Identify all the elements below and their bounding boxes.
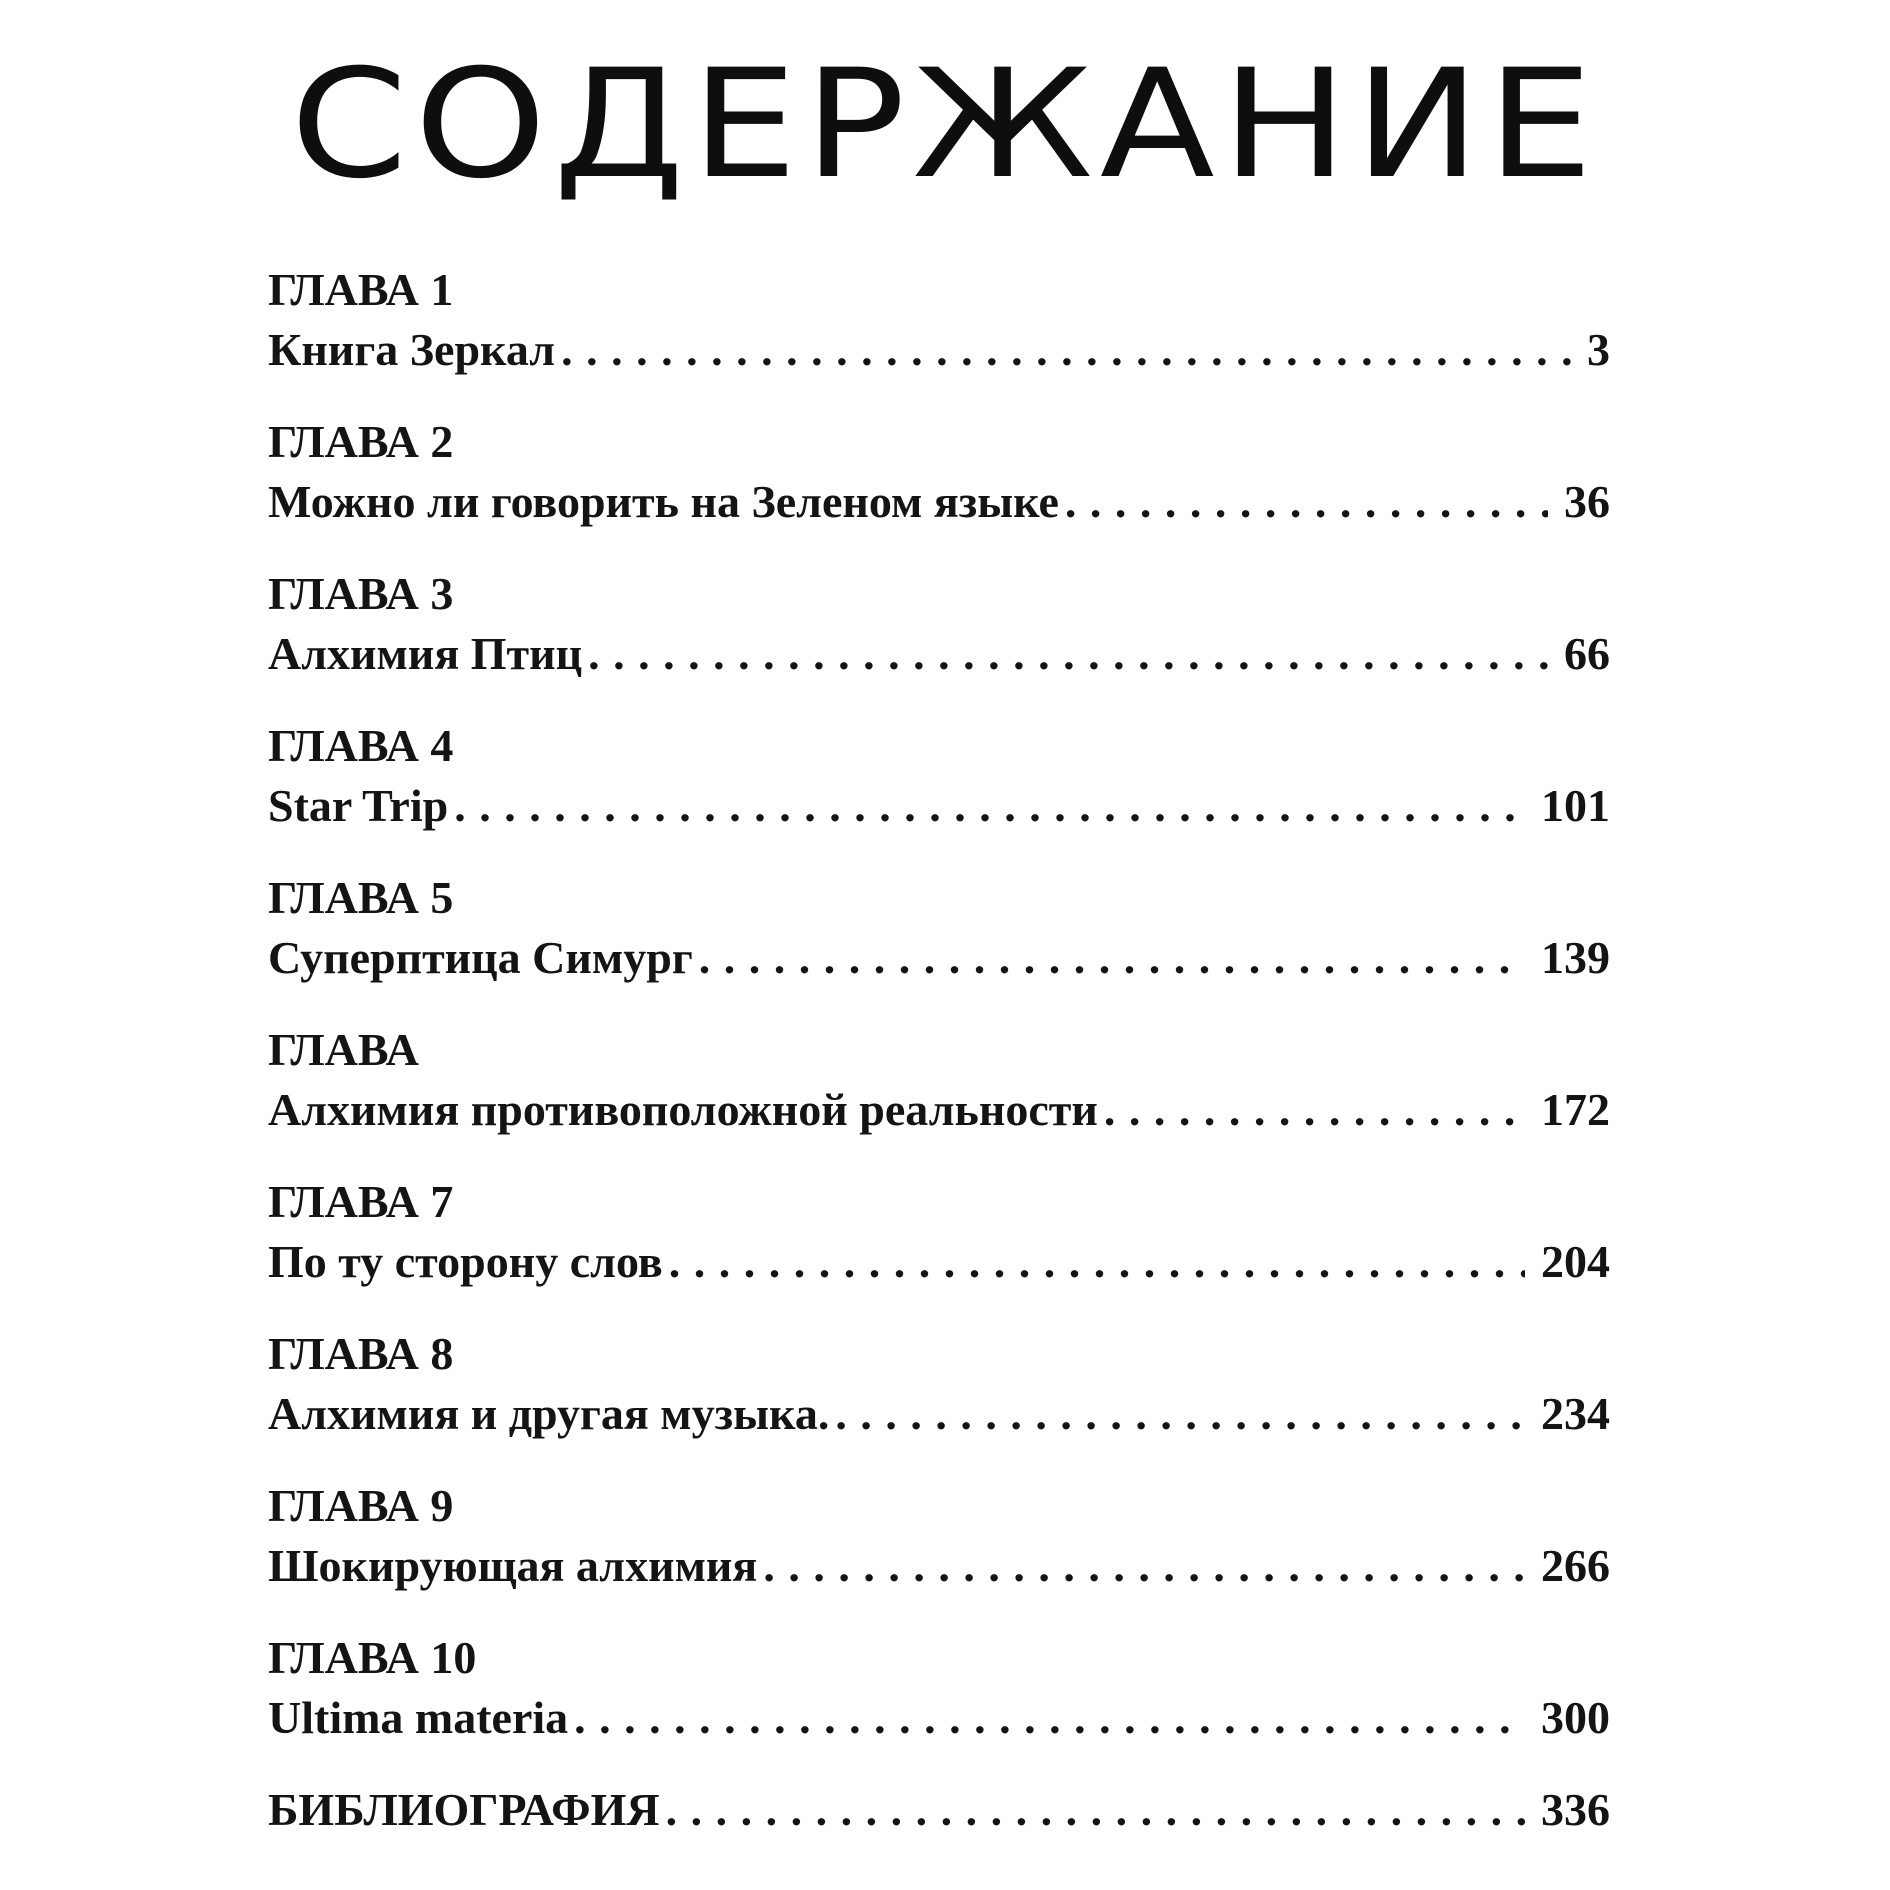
toc-entry-4 bbox=[268, 718, 1610, 870]
chapter-label: ГЛАВА 2 bbox=[268, 416, 454, 467]
toc-row bbox=[268, 1782, 1610, 1838]
chapter-title: Суперптица Симург bbox=[268, 932, 693, 983]
toc-row bbox=[268, 930, 1610, 986]
chapter-label: ГЛАВА 9 bbox=[268, 1480, 454, 1531]
page-number: 204 bbox=[1541, 1236, 1610, 1287]
toc-entry-2 bbox=[268, 414, 1610, 566]
chapter-title: По ту сторону слов bbox=[268, 1236, 663, 1287]
chapter-title: Алхимия противоположной реальности bbox=[268, 1084, 1098, 1135]
chapter-label: ГЛАВА 1 bbox=[268, 264, 454, 315]
chapter-label: ГЛАВА 4 bbox=[268, 720, 454, 771]
table-of-contents bbox=[268, 262, 1610, 1852]
chapter-label: ГЛАВА 7 bbox=[268, 1176, 454, 1227]
page-number: 300 bbox=[1541, 1692, 1610, 1743]
toc-entry-6 bbox=[268, 1022, 1610, 1174]
chapter-title: Книга Зеркал bbox=[268, 324, 556, 375]
toc-row bbox=[268, 778, 1610, 834]
chapter-title: Алхимия и другая музыка. bbox=[268, 1388, 830, 1439]
page-title: СОДЕРЖАНИЕ bbox=[290, 38, 1600, 212]
chapter-label: ГЛАВА 5 bbox=[268, 872, 454, 923]
dot-leader bbox=[693, 930, 1525, 986]
toc-entry-9 bbox=[268, 1478, 1610, 1630]
toc-row bbox=[268, 322, 1610, 378]
toc-entry-5 bbox=[268, 870, 1610, 1022]
dot-leader bbox=[568, 1690, 1525, 1746]
toc-entry-8 bbox=[268, 1326, 1610, 1478]
toc-row bbox=[268, 1082, 1610, 1138]
chapter-label: ГЛАВА 8 bbox=[268, 1328, 454, 1379]
toc-row bbox=[268, 1538, 1610, 1594]
dot-leader bbox=[663, 1234, 1525, 1290]
page-number: 336 bbox=[1541, 1784, 1610, 1835]
page-number: 36 bbox=[1564, 476, 1610, 527]
chapter-title: Шокирующая алхимия bbox=[268, 1540, 758, 1591]
dot-leader bbox=[1059, 474, 1548, 530]
chapter-label: ГЛАВА 3 bbox=[268, 568, 454, 619]
dot-leader bbox=[1098, 1082, 1525, 1138]
toc-row bbox=[268, 1386, 1610, 1442]
chapter-title: Star Trip bbox=[268, 780, 449, 831]
chapter-title: Алхимия Птиц bbox=[268, 628, 583, 679]
dot-leader bbox=[829, 1386, 1525, 1442]
toc-entry-1 bbox=[268, 262, 1610, 414]
dot-leader bbox=[448, 778, 1525, 834]
chapter-label: ГЛАВА 10 bbox=[268, 1632, 477, 1683]
page-number: 3 bbox=[1587, 324, 1610, 375]
page-number: 266 bbox=[1541, 1540, 1610, 1591]
toc-row bbox=[268, 1690, 1610, 1746]
page-number: 101 bbox=[1541, 780, 1610, 831]
dot-leader bbox=[660, 1782, 1525, 1838]
bibliography-title: БИБЛИОГРАФИЯ bbox=[268, 1784, 660, 1835]
toc-entry-bibliography bbox=[268, 1782, 1610, 1852]
toc-entry-10 bbox=[268, 1630, 1610, 1782]
dot-leader bbox=[582, 626, 1548, 682]
page-number: 66 bbox=[1564, 628, 1610, 679]
chapter-label: ГЛАВА bbox=[268, 1024, 419, 1075]
page-number: 172 bbox=[1541, 1084, 1610, 1135]
dot-leader bbox=[757, 1538, 1525, 1594]
toc-entry-3 bbox=[268, 566, 1610, 718]
toc-row bbox=[268, 474, 1610, 530]
chapter-title: Можно ли говорить на Зеленом языке bbox=[268, 476, 1059, 527]
toc-entry-7 bbox=[268, 1174, 1610, 1326]
page-number: 234 bbox=[1541, 1388, 1610, 1439]
chapter-title: Ultima materia bbox=[268, 1692, 569, 1743]
toc-row bbox=[268, 626, 1610, 682]
dot-leader bbox=[555, 322, 1571, 378]
toc-row bbox=[268, 1234, 1610, 1290]
page-number: 139 bbox=[1541, 932, 1610, 983]
